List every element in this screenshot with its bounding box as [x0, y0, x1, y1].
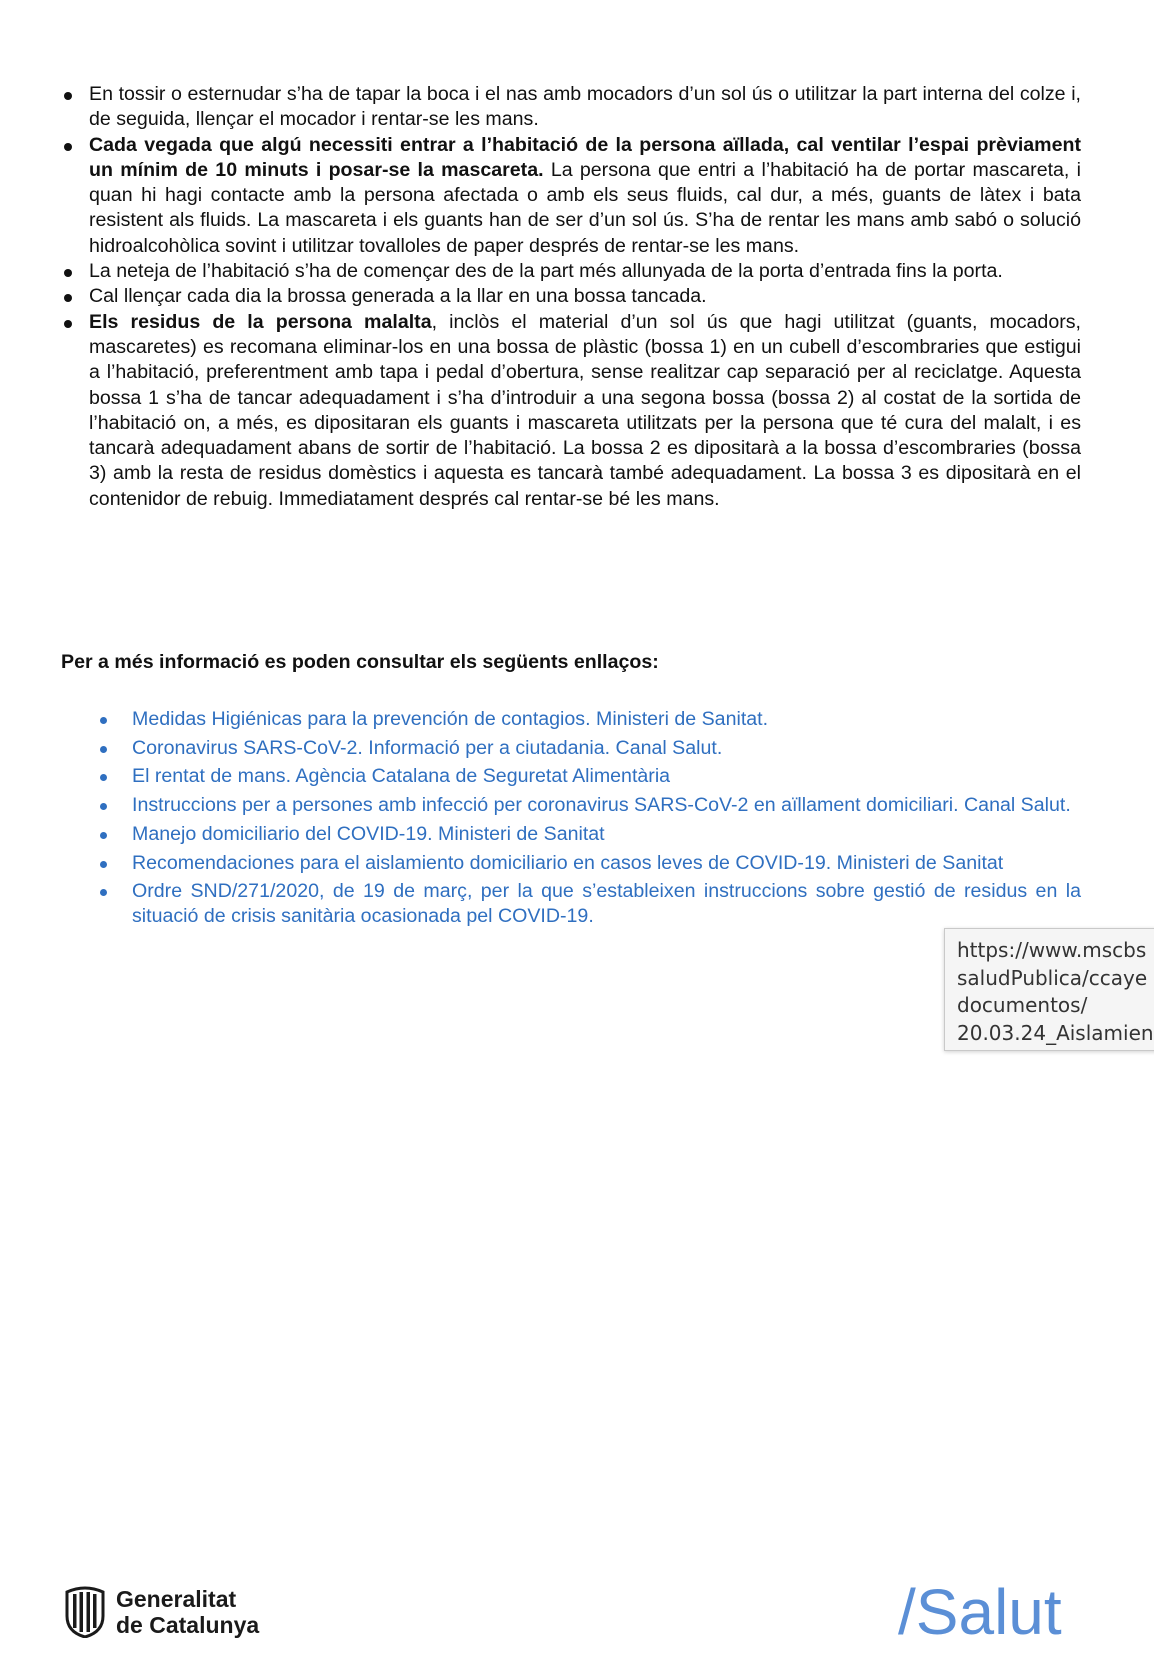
link-item [98, 707, 1081, 732]
instructions-list-block [61, 82, 1081, 512]
link-item [98, 793, 1081, 818]
bullet-icon [64, 294, 72, 302]
link-item [98, 851, 1081, 876]
tooltip-line: https://www.mscbs [957, 938, 1147, 962]
tooltip-line: saludPublica/ccaye [957, 965, 1148, 990]
list-item-text: La persona que entri a l’habitació ha de portar mascareta, i quan hi hagi contacte amb la persona afectada o amb els seus fluids, cal dur, a més, guants de làtex i bata resistent als fluids. La mascareta i els guants han de ser d’un sol ús. S’ha de rentar les mans amb sabó o solució hidroalcohòlica sovint i utilitzar tovalloles de paper després de rentar-se les mans. [89, 158, 1081, 257]
list-item-text: La neteja de l’habitació s’ha de començar des de la part més allunyada de la porta d’entrada fins la porta. [89, 260, 1003, 283]
bullet-icon [100, 861, 107, 868]
bullet-icon [64, 320, 72, 328]
bullet-icon [100, 774, 107, 781]
link-coronavirus-canal-salut[interactable]: Coronavirus SARS-CoV-2. Informació per a ciutadania. Canal Salut. [132, 736, 723, 759]
bullet-icon [100, 746, 107, 753]
list-item-bold: Els residus de la persona malalta [89, 310, 432, 333]
list-item-bold: Cada vegada que algú necessiti entrar a l’habitació de la persona aïllada, cal ventilar l’espai prèviament un mínim de 10 minuts i posar-se la mascareta. [89, 133, 1081, 181]
link-ordre-snd[interactable]: Ordre SND/271/2020, de 19 de març, per la que s’estableixen instruccions sobre gestió de residus en la situació de crisis sanitària ocasionada pel COVID-19. [132, 880, 1081, 928]
links-list-block [98, 707, 1081, 933]
generalitat-line2: de Catalunya [116, 1612, 260, 1638]
list-item-text: En tossir o esternudar s’ha de tapar la boca i el nas amb mocadors d’un sol ús o utilitzar la part interna del colze i, de seguida, llençar el mocador i rentar-se les mans. [89, 83, 1081, 131]
bullet-icon [100, 832, 107, 839]
list-item [61, 310, 1081, 512]
link-medidas-higienicas[interactable]: Medidas Higiénicas para la prevención de contagios. Ministeri de Sanitat. [132, 708, 769, 730]
generalitat-name [116, 1586, 259, 1638]
link-item [98, 822, 1081, 847]
tooltip-line: 20.03.24_Aislamien [957, 1020, 1154, 1045]
list-item-text: Cal llençar cada dia la brossa generada a la llar en una bossa tancada. [89, 285, 707, 308]
list-item [61, 133, 1081, 259]
bullet-icon [64, 92, 72, 100]
list-item [61, 82, 1081, 133]
instructions-list [61, 82, 1081, 512]
bullet-icon [64, 269, 72, 277]
links-list [98, 707, 1081, 930]
list-item [61, 259, 1081, 284]
link-recomendaciones-aislamiento[interactable]: Recomendaciones para el aislamiento domiciliario en casos leves de COVID-19. Ministeri de Sanitat [132, 851, 1004, 874]
list-item-text: , inclòs el material d’un sol ús que hagi utilitzat (guants, mocadors, mascaretes) es recomana eliminar-los en una bossa de plàstic (bossa 1) en un cubell d’escombraries que estigui a l’habitació, preferentment amb tapa i pedal d’obertura, sense realitzar cap separació per al reciclatge. Aquesta bossa 1 s’ha de tancar adequadament i s’ha d’introduir a una segona bossa (bossa 2) al costat de la sortida de l’habitació on, a més, es dipositaran els guants i mascareta utilitzats per la persona que té cura del malalt, i es tancarà adequadament abans de sortir de l’habitació. La bossa 2 es dipositarà a la bossa d’escombraries (bossa 3) amb la resta de residus domèstics i aquesta es tancarà també adequadament. La bossa 3 es dipositarà en el contenidor de rebuig. Immediatament després cal rentar-se bé les mans. [89, 310, 1081, 510]
bullet-icon [100, 717, 107, 724]
bullet-icon [100, 889, 107, 896]
link-item [98, 879, 1081, 929]
url-tooltip [944, 928, 1154, 1051]
salut-logo: /Salut [898, 1576, 1062, 1648]
generalitat-logo [64, 1586, 259, 1638]
generalitat-line1: Generalitat [116, 1586, 237, 1612]
link-rentat-de-mans[interactable]: El rentat de mans. Agència Catalana de Seguretat Alimentària [132, 765, 671, 788]
link-item [98, 764, 1081, 789]
bullet-icon [64, 143, 72, 151]
more-info-heading: Per a més informació es poden consultar els següents enllaços: [61, 651, 659, 673]
bullet-icon [100, 803, 107, 810]
tooltip-line: documentos/ [957, 993, 1088, 1017]
list-item [61, 284, 1081, 309]
link-manejo-domiciliario[interactable]: Manejo domiciliario del COVID-19. Ministeri de Sanitat [132, 822, 605, 845]
generalitat-emblem-icon [64, 1586, 106, 1638]
link-item [98, 736, 1081, 761]
link-instruccions-aillament[interactable]: Instruccions per a persones amb infecció per coronavirus SARS-CoV-2 en aïllament domiciliari. Canal Salut. [132, 794, 1071, 817]
